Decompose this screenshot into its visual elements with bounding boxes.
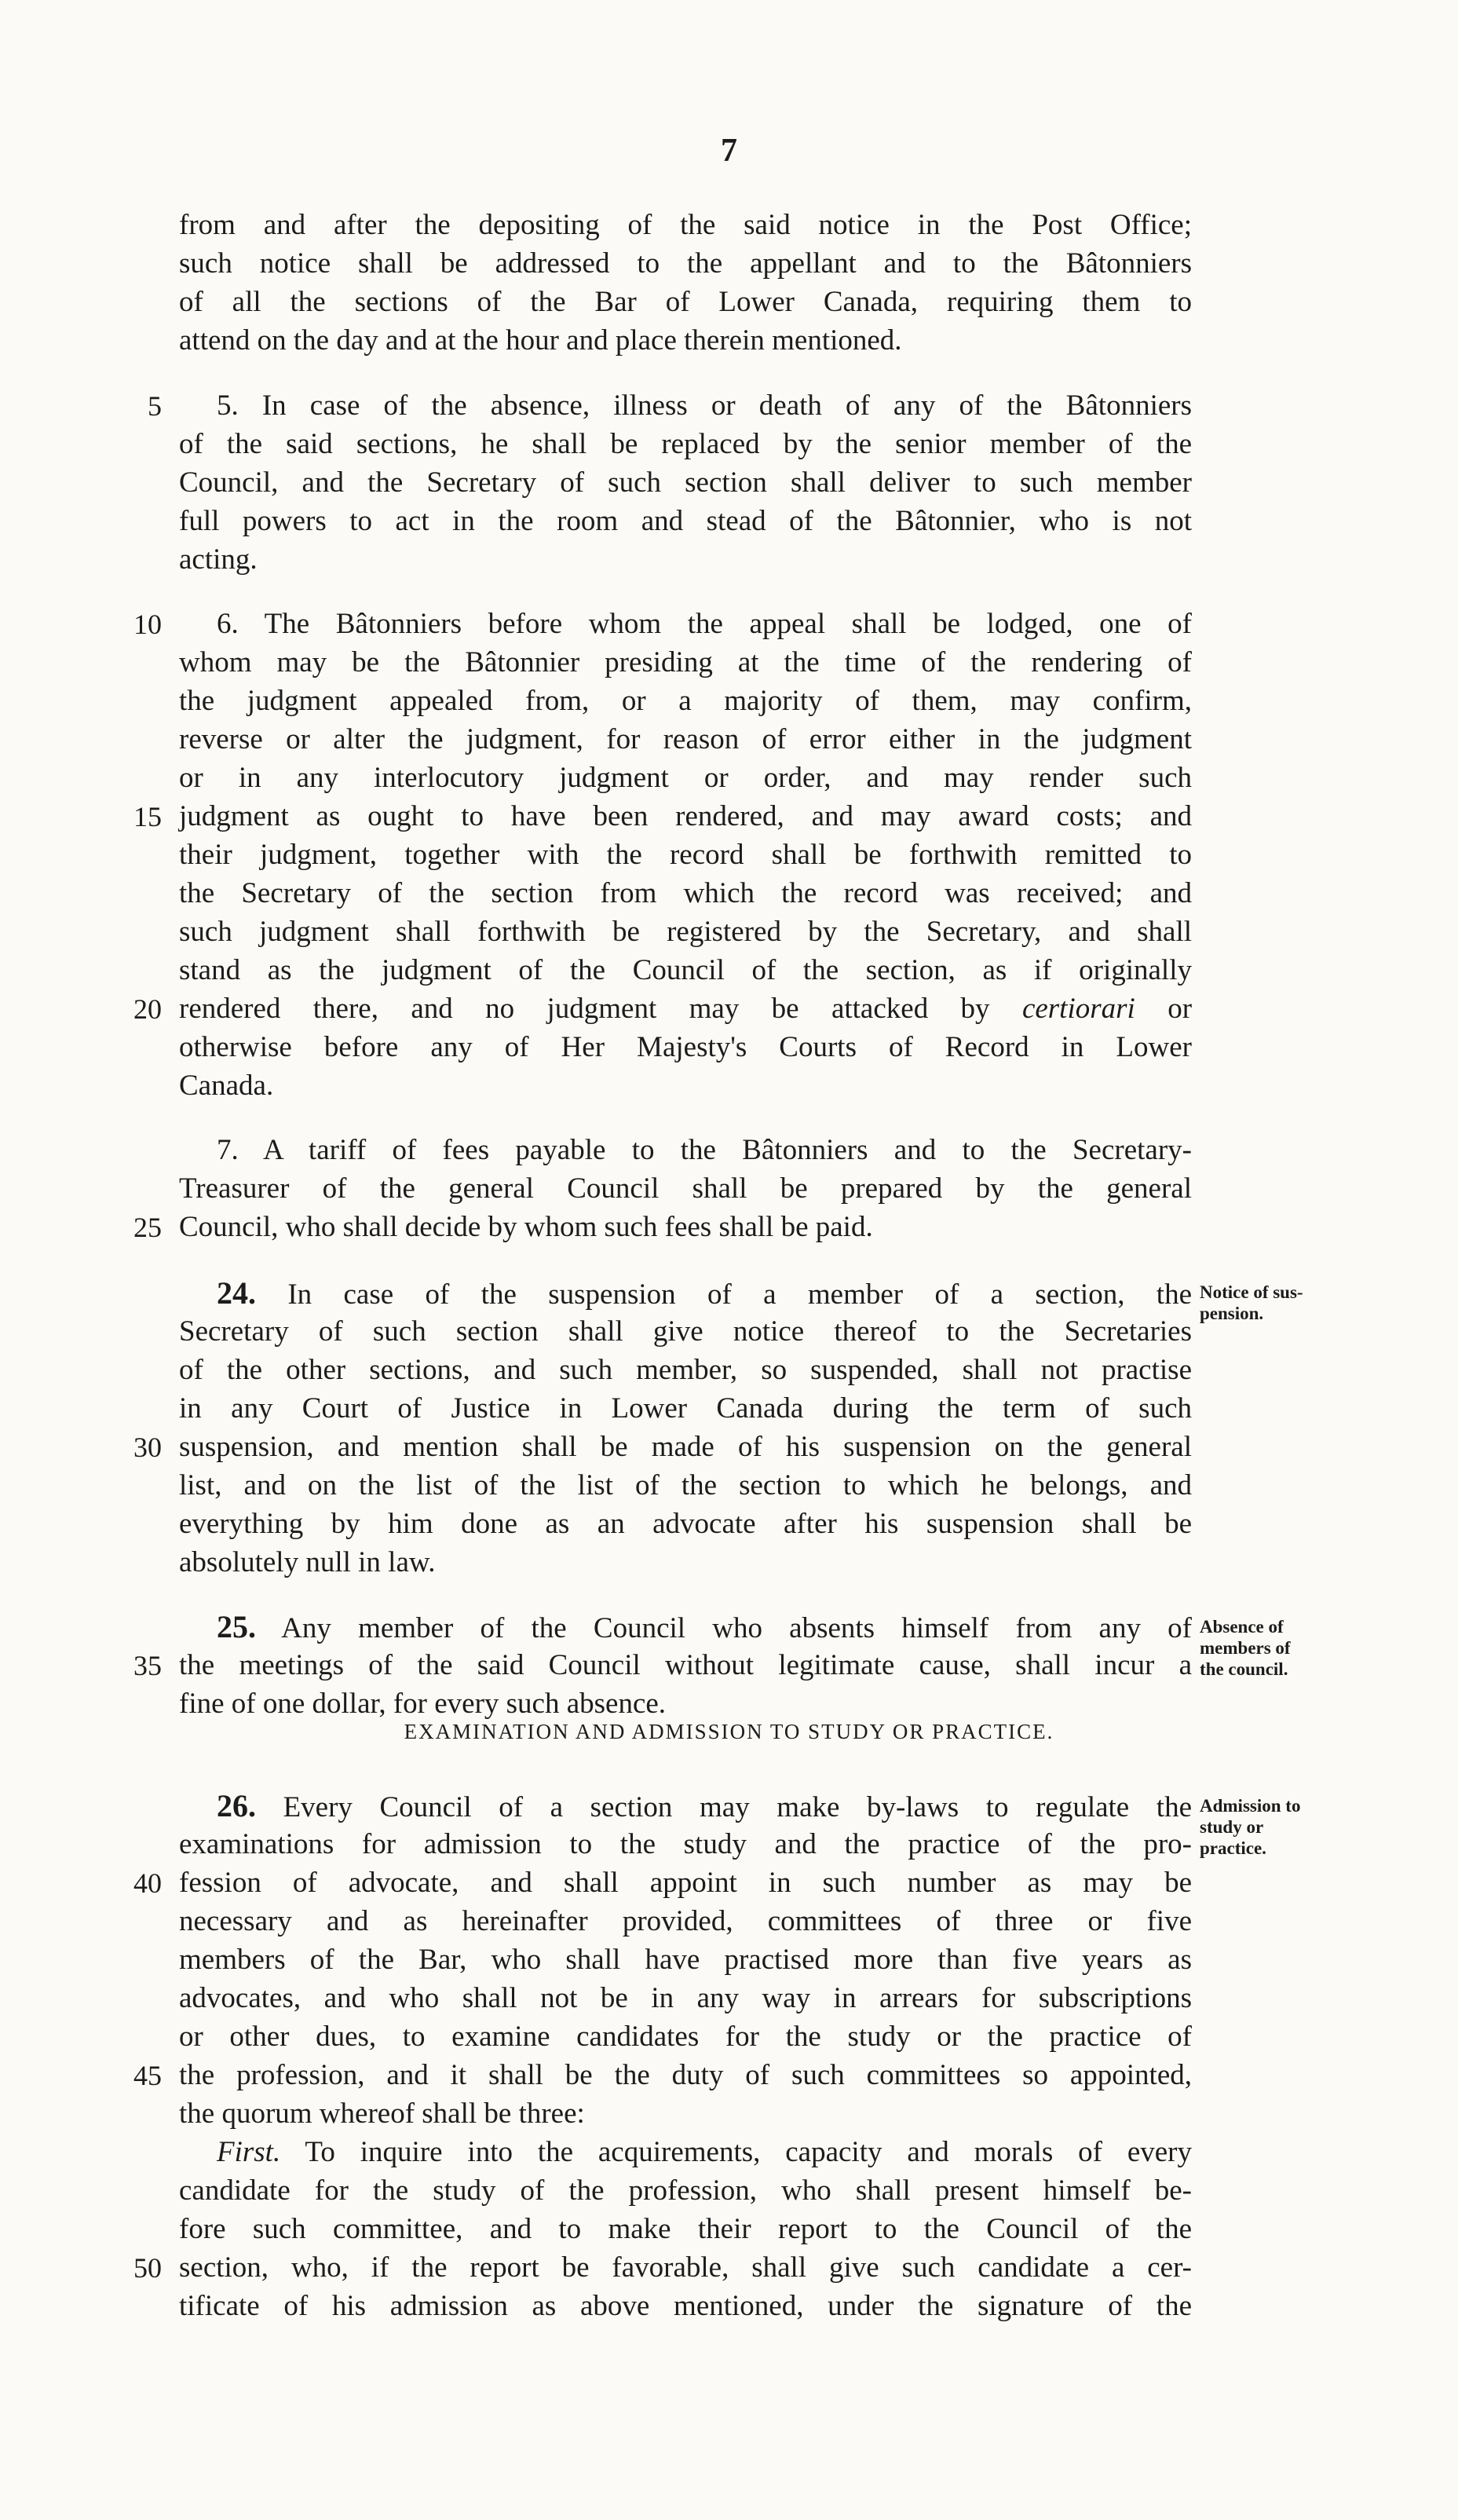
line-number: 30 bbox=[133, 1432, 162, 1463]
text-line: of the said sections, he shall be replaced by the senior member of the bbox=[179, 428, 1192, 460]
text-line: fession of advocate, and shall appoint in such number as may be bbox=[179, 1867, 1192, 1899]
text-line: Canada. bbox=[179, 1070, 274, 1102]
text-line: their judgment, together with the record shall be forthwith remitted to bbox=[179, 839, 1192, 871]
line-number: 15 bbox=[133, 801, 162, 832]
text-line: attend on the day and at the hour and place therein mentioned. bbox=[179, 324, 902, 357]
margin-note-line: the council. bbox=[1200, 1659, 1288, 1679]
text-line: the Secretary of the section from which the record was received; and bbox=[179, 877, 1192, 909]
margin-note-line: Notice of sus- bbox=[1200, 1282, 1303, 1302]
line-number: 10 bbox=[133, 609, 162, 640]
text-line: absolutely null in law. bbox=[179, 1546, 436, 1578]
text-line: fore such committee, and to make their report to the Council of the bbox=[179, 2213, 1192, 2245]
text-line: Secretary of such section shall give notice thereof to the Secretaries bbox=[179, 1315, 1192, 1348]
margin-note-line: study or bbox=[1200, 1817, 1264, 1837]
text-segment: Any member of the Council who absents himself from any of bbox=[281, 1612, 1192, 1644]
text-line bbox=[179, 1607, 1192, 1647]
text-line: whom may be the Bâtonnier presiding at the time of the rendering of bbox=[179, 646, 1192, 678]
text-line: or in any interlocutory judgment or order, and may render such bbox=[179, 762, 1192, 794]
text-line: list, and on the list of the list of the section to which he belongs, and bbox=[179, 1469, 1192, 1501]
text-line: everything by him done as an advocate after his suspension shall be bbox=[179, 1508, 1192, 1540]
section-heading: EXAMINATION AND ADMISSION TO STUDY OR PRACTICE. bbox=[404, 1720, 1054, 1743]
text-line: necessary and as hereinafter provided, committees of three or five bbox=[179, 1905, 1192, 1937]
text-line: such notice shall be addressed to the appellant and to the Bâtonniers bbox=[179, 247, 1192, 280]
text-line: Council, who shall decide by whom such fees shall be paid. bbox=[179, 1211, 873, 1243]
section-number: 25. bbox=[217, 1609, 256, 1644]
text-line: 7. A tariff of fees payable to the Bâtonniers and to the Secretary- bbox=[217, 1134, 1192, 1166]
text-segment: or bbox=[1167, 993, 1193, 1025]
text-line: otherwise before any of Her Majesty's Courts of Record in Lower bbox=[179, 1031, 1192, 1063]
line-number: 50 bbox=[133, 2252, 162, 2284]
text-line: such judgment shall forthwith be registered by the Secretary, and shall bbox=[179, 916, 1192, 948]
text-segment: In case of the suspension of a member of a section, the bbox=[287, 1278, 1192, 1311]
text-line: the meetings of the said Council without legitimate cause, shall incur a bbox=[179, 1649, 1192, 1681]
text-line bbox=[179, 989, 1192, 1029]
line-number: 5 bbox=[148, 390, 162, 422]
text-line: advocates, and who shall not be in any way in arrears for subscriptions bbox=[179, 1982, 1192, 2014]
text-line: in any Court of Justice in Lower Canada during the term of such bbox=[179, 1392, 1192, 1425]
margin-note-suspension bbox=[1200, 1282, 1365, 1324]
text-line: Treasurer of the general Council shall be prepared by the general bbox=[179, 1172, 1192, 1205]
text-line: reverse or alter the judgment, for reason of error either in the judgment bbox=[179, 723, 1192, 755]
line-number: 45 bbox=[133, 2060, 162, 2091]
margin-note-line: Absence of bbox=[1200, 1617, 1284, 1637]
margin-note-line: Admission to bbox=[1200, 1796, 1301, 1816]
text-line bbox=[179, 1274, 1192, 1313]
text-line: or other dues, to examine candidates for the study or the practice of bbox=[179, 2021, 1192, 2053]
text-line: section, who, if the report be favorable, shall give such candidate a cer- bbox=[179, 2251, 1192, 2284]
margin-note-absence bbox=[1200, 1616, 1365, 1680]
text-line bbox=[179, 2133, 1192, 2172]
section-number: 24. bbox=[217, 1275, 256, 1311]
text-line: 5. In case of the absence, illness or death of any of the Bâtonniers bbox=[217, 390, 1192, 422]
text-line: from and after the depositing of the said notice in the Post Office; bbox=[179, 209, 1192, 241]
text-line bbox=[179, 1787, 1192, 1826]
text-line: members of the Bar, who shall have practised more than five years as bbox=[179, 1944, 1192, 1976]
text-line: examinations for admission to the study and the practice of the pro- bbox=[179, 1828, 1192, 1860]
line-number: 40 bbox=[133, 1867, 162, 1899]
italic-label: First. bbox=[217, 2136, 281, 2168]
text-line: candidate for the study of the profession, who shall present himself be- bbox=[179, 2174, 1192, 2207]
text-line: fine of one dollar, for every such absence. bbox=[179, 1688, 667, 1720]
text-segment: To inquire into the acquirements, capacity and morals of every bbox=[305, 2136, 1192, 2168]
margin-note-admission bbox=[1200, 1795, 1365, 1859]
margin-note-line: members of bbox=[1200, 1638, 1291, 1658]
line-number: 35 bbox=[133, 1650, 162, 1681]
margin-note-line: practice. bbox=[1200, 1838, 1266, 1858]
text-line: the profession, and it shall be the duty of such committees so appointed, bbox=[179, 2059, 1192, 2091]
line-number: 25 bbox=[133, 1212, 162, 1243]
text-line: of the other sections, and such member, so suspended, shall not practise bbox=[179, 1354, 1192, 1386]
text-line: suspension, and mention shall be made of his suspension on the general bbox=[179, 1431, 1192, 1463]
text-line: stand as the judgment of the Council of the section, as if originally bbox=[179, 954, 1192, 986]
text-segment: rendered there, and no judgment may be attacked by bbox=[179, 993, 990, 1025]
text-line: tificate of his admission as above mentioned, under the signature of the bbox=[179, 2290, 1192, 2322]
page-number: 7 bbox=[721, 133, 737, 169]
text-line: full powers to act in the room and stead of the Bâtonnier, who is not bbox=[179, 505, 1192, 537]
text-line: judgment as ought to have been rendered, and may award costs; and bbox=[179, 800, 1192, 832]
text-segment: Every Council of a section may make by-laws to regulate the bbox=[283, 1791, 1192, 1823]
italic-term: certiorari bbox=[1021, 993, 1135, 1025]
text-line: 6. The Bâtonniers before whom the appeal shall be lodged, one of bbox=[217, 608, 1192, 640]
text-line: acting. bbox=[179, 543, 258, 576]
margin-note-line: pension. bbox=[1200, 1304, 1264, 1323]
text-line: of all the sections of the Bar of Lower Canada, requiring them to bbox=[179, 286, 1192, 318]
section-number: 26. bbox=[217, 1788, 256, 1823]
text-line: the quorum whereof shall be three: bbox=[179, 2098, 585, 2130]
text-line: Council, and the Secretary of such section shall deliver to such member bbox=[179, 466, 1192, 499]
line-number: 20 bbox=[133, 993, 162, 1025]
text-line: the judgment appealed from, or a majority of them, may confirm, bbox=[179, 685, 1192, 717]
